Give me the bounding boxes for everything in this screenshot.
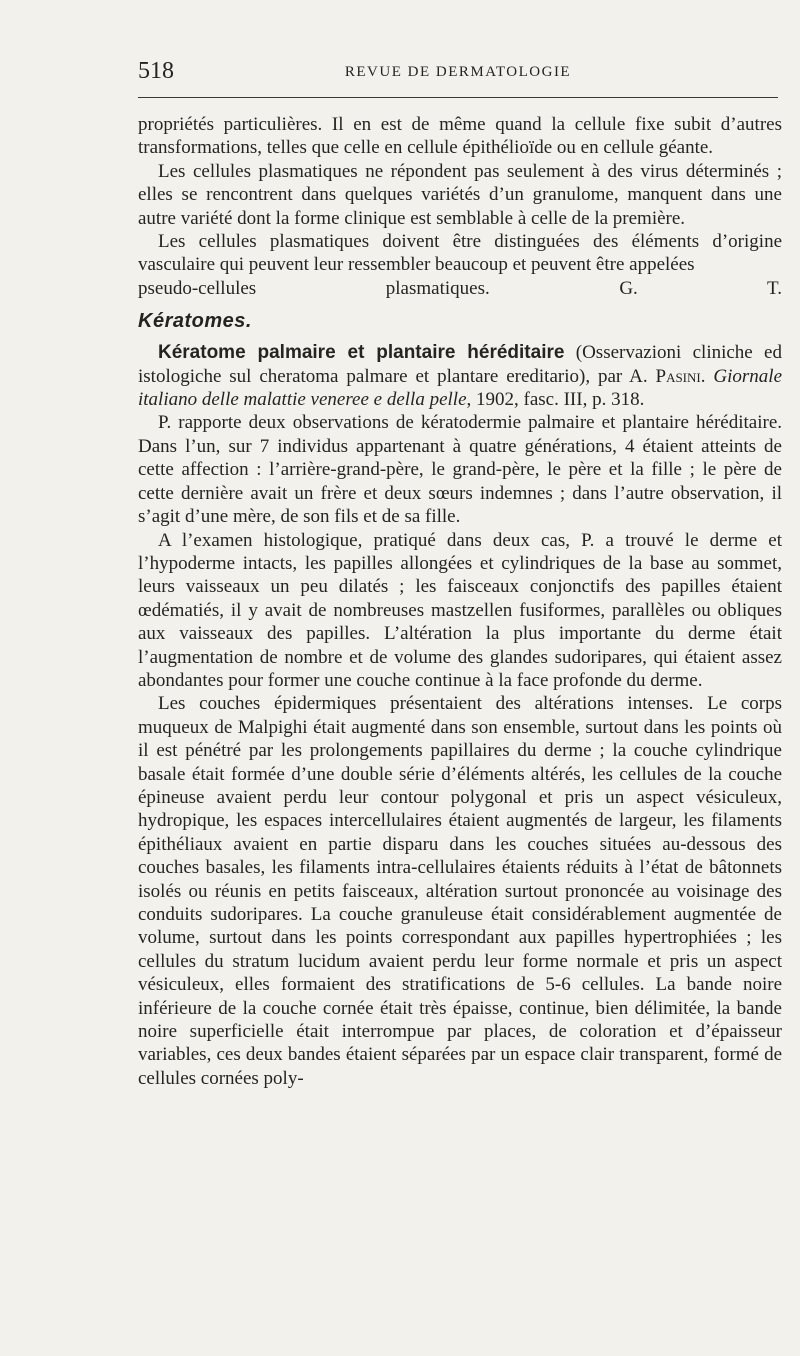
header-rule bbox=[138, 97, 778, 98]
article-journal: Giornale italiano delle malattie veneree e della pelle bbox=[138, 365, 783, 411]
page-header bbox=[138, 58, 778, 88]
paragraph: Les cellules plasmatiques doivent être distinguées des éléments d’origine vasculaire qui peuvent leur ressembler beaucoup et peuvent être appelées bbox=[138, 231, 782, 276]
article-original-title: (Osservazioni cliniche ed istologiche sul cheratoma palmare et plantare ereditario), par A. bbox=[138, 342, 782, 387]
paragraph: Les cellules plasmatiques ne répondent pas seulement à des virus déterminés ; elles se rencontrent dans quelques variétés d’un granulome, manquent dans une autre variété dont la forme clinique est semblable à celle de la première. bbox=[138, 160, 782, 229]
running-title: REVUE DE DERMATOLOGIE bbox=[344, 64, 572, 80]
paragraph: propriétés particulières. Il en est de même quand la cellule fixe subit d’autres transformations, telles que celle en cellule épithélioïde ou en cellule géante. bbox=[138, 114, 782, 159]
paragraph: Les couches épidermiques présentaient des altérations intenses. Le corps muqueux de Malpighi était augmenté dans son ensemble, surtout dans les points où il est pénétré par les prolongements papillaires du derme ; la couche cylindrique basale était formée d’une double série d’éléments altérés, les cellules de la couche épineuse avaient perdu leur contour polygonal et pris un aspect vésiculeux, hydropique, les espaces intercellulaires étaient augmentés de largeur, les filaments épithéliaux avaient en partie disparu dans les couches situées au-dessous des couches basales, les filaments intra-cellulaires étaients réduits à l’état de bâtonnets isolés ou réunis en petits faisceaux, altération surtout prononcée au voisinage des conduits sudoripares. La couche granuleuse était considérablement augmentée de volume, surtout dans les points correspondant aux papilles hypertrophiées ; les cellules du stratum lucidum avaient perdu leur forme normale et pris un aspect vésiculeux, elles formaient des stratifications de 5-6 cellules. La bande noire inférieure de la couche cornée était très épaisse, continue, bien délimitée, la bande noire superficielle était interrompue par places, de coloration et d’épaisseur variables, ces deux bandes étaient séparées par un espace clair transparent, formé de cellules cornées poly- bbox=[138, 693, 782, 1089]
article-reference bbox=[138, 341, 782, 411]
signature-line bbox=[138, 277, 782, 300]
article-title: Kératome palmaire et plantaire héréditaire bbox=[158, 342, 565, 364]
paragraph: P. rapporte deux observations de kératodermie palmaire et plantaire héréditaire. Dans l’un, sur 7 individus appartenant à quatre générations, 4 étaient atteints de cette affection : l’arrière-grand-père, le grand-père, le père et la fille ; le père de cette dernière avait un frère et deux sœurs indemnes ; dans l’autre observation, il s’agit d’une mère, de son fils et de sa fille. bbox=[138, 412, 782, 528]
page-number: 518 bbox=[138, 58, 174, 84]
paragraph-end: pseudo-cellules plasmatiques. bbox=[138, 277, 490, 299]
section-title: Kératomes. bbox=[138, 310, 252, 333]
article-author: Pasini bbox=[655, 365, 701, 387]
paragraph: A l’examen histologique, pratiqué dans deux cas, P. a trouvé le derme et l’hypoderme intacts, les papilles allongées et cylindriques de la base au sommet, leurs vaisseaux un peu dilatés ; les faisceaux conjonctifs des papilles étaient œdématiés, il y avait de nombreuses mastzellen fusiformes, parallèles ou obliques aux vaisseaux des papilles. L’altération la plus importante du derme était l’augmentation de nombre et de volume des glandes sudoripares, qui étaient assez abondantes pour former une couche continue à la face profonde du derme. bbox=[138, 529, 782, 691]
body-text bbox=[138, 113, 782, 1090]
signature: G. T. bbox=[619, 277, 782, 299]
article-citation: , 1902, fasc. III, p. 318. bbox=[466, 389, 645, 411]
article-author-suffix: . bbox=[700, 365, 714, 387]
